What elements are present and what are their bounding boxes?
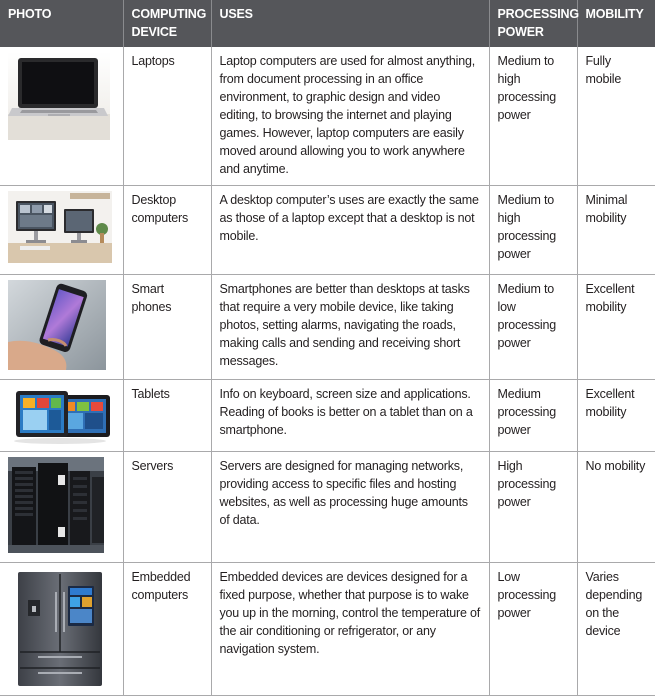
photo-cell	[0, 451, 123, 562]
header-uses: USES	[211, 0, 489, 47]
table-row-smartphones	[0, 274, 655, 379]
device-processing-power: Medium to high processing power	[489, 47, 577, 185]
device-processing-power: Medium to low processing power	[489, 274, 577, 379]
smartphone-icon	[8, 280, 106, 370]
device-processing-power: Medium processing power	[489, 379, 577, 451]
device-name: Laptops	[123, 47, 211, 185]
device-mobility: Varies depending on the device	[577, 562, 655, 695]
device-mobility: Excellent mobility	[577, 379, 655, 451]
desktop-icon	[8, 191, 112, 263]
device-processing-power: Medium to high processing power	[489, 185, 577, 274]
device-processing-power: Low processing power	[489, 562, 577, 695]
refrigerator-photo	[8, 568, 112, 690]
device-processing-power: High processing power	[489, 451, 577, 562]
table-row-laptops	[0, 47, 655, 185]
device-name: Embedded computers	[123, 562, 211, 695]
device-name: Tablets	[123, 379, 211, 451]
refrigerator-icon	[8, 568, 112, 690]
device-name: Servers	[123, 451, 211, 562]
device-mobility: Minimal mobility	[577, 185, 655, 274]
table-row-tablets	[0, 379, 655, 451]
device-uses: Embedded devices are devices designed for a fixed purpose, whether that purpose is to wake you up in the morning, control the temperature of the air conditioning or refrigerator, or any navigation system.	[211, 562, 489, 695]
device-name: Desktop computers	[123, 185, 211, 274]
server-photo	[8, 457, 112, 553]
table-row-embedded	[0, 562, 655, 695]
header-mobility: MOBILITY	[577, 0, 655, 47]
photo-cell	[0, 379, 123, 451]
device-mobility: No mobility	[577, 451, 655, 562]
device-uses: Smartphones are better than desktops at tasks that require a very mobile device, like taking photos, setting alarms, navigating the roads, making calls and sending and receiving short messages.	[211, 274, 489, 379]
device-uses: Info on keyboard, screen size and applications. Reading of books is better on a tablet than on a smartphone.	[211, 379, 489, 451]
laptop-photo	[8, 52, 112, 140]
device-mobility: Excellent mobility	[577, 274, 655, 379]
desktop-photo	[8, 191, 112, 263]
photo-cell	[0, 274, 123, 379]
header-processing-power: PROCESSING POWER	[489, 0, 577, 47]
photo-cell	[0, 562, 123, 695]
photo-cell	[0, 185, 123, 274]
server-icon	[8, 457, 104, 553]
device-name: Smart phones	[123, 274, 211, 379]
header-computing-device: COMPUTING DEVICE	[123, 0, 211, 47]
photo-cell	[0, 47, 123, 185]
device-uses: Servers are designed for managing networks, providing access to specific files and hosting websites, as well as processing huge amounts of data.	[211, 451, 489, 562]
device-uses: Laptop computers are used for almost anything, from document processing in an office environment, to graphic design and video editing, to browsing the internet and playing games. However, laptop computers are easily moved around allowing you to work anywhere and anytime.	[211, 47, 489, 185]
tablet-icon	[8, 385, 112, 447]
laptop-icon	[8, 52, 110, 140]
table-row-servers	[0, 451, 655, 562]
smartphone-photo	[8, 280, 112, 370]
tablet-photo	[8, 385, 112, 447]
table-row-desktops	[0, 185, 655, 274]
header-photo: PHOTO	[0, 0, 123, 47]
device-mobility: Fully mobile	[577, 47, 655, 185]
device-uses: A desktop computer’s uses are exactly the same as those of a laptop except that a desktop is not mobile.	[211, 185, 489, 274]
header-row	[0, 0, 655, 47]
